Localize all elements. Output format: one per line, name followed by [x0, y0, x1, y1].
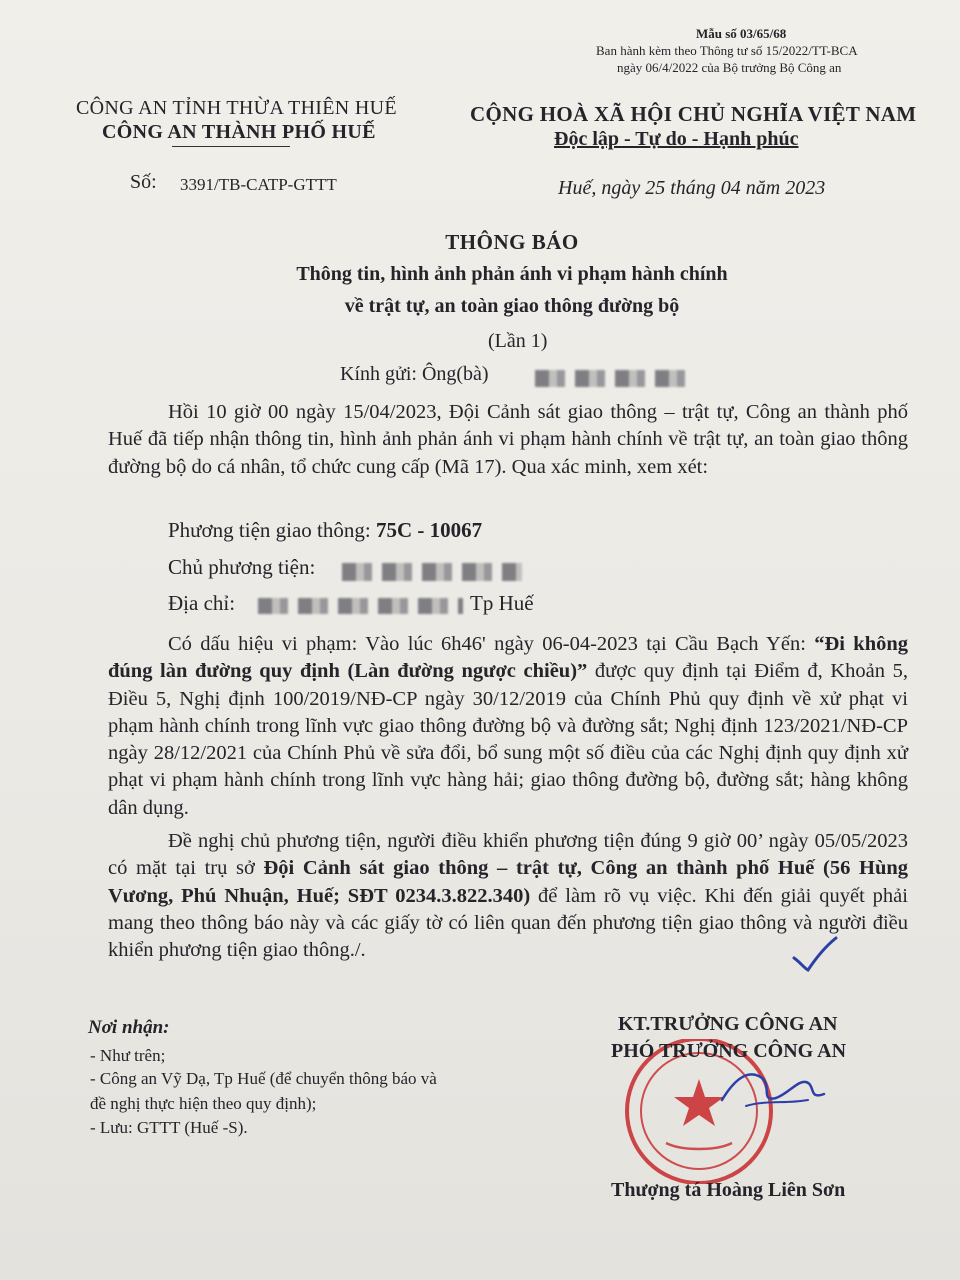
- paragraph-request: [108, 828, 908, 964]
- redacted-owner-name: [342, 563, 522, 581]
- recipients-title: Nơi nhận:: [88, 1017, 170, 1038]
- request-intro: Đề nghị chủ phương tiện, người điều khiển phương tiện đúng 9 giờ 00’ ngày 05/05/2023 có mặt tại trụ sở: [108, 830, 908, 880]
- violation-legal-basis: được quy định tại Điểm đ, Khoản 5, Điều 5, Nghị định 100/2019/NĐ-CP ngày 30/12/2019 của Chính Phủ quy định về xử phạt vi phạm hành chính trong lĩnh vực giao thông đường bộ và đường sắt; Nghị định 123/2021/NĐ-CP ngày 28/12/2021 của Chính Phủ về sửa đổi, bổ sung một số điều của các Nghị định quy định xử phạt vi phạm hành chính trong lĩnh vực hàng hải; giao thông đường bộ, đường sắt; hàng không dân dụng.: [108, 660, 908, 819]
- doc-number-label: Số:: [130, 171, 157, 193]
- addressee-label: Kính gửi: Ông(bà): [340, 363, 489, 385]
- paragraph-intake: Hồi 10 giờ 00 ngày 15/04/2023, Đội Cảnh sát giao thông – trật tự, Công an thành phố Huế đã tiếp nhận thông tin, hình ảnh phản ánh vi phạm hành chính về trật tự, an toàn giao thông đường bộ do cá nhân, tổ chức cung cấp (Mã 17). Qua xác minh, xem xét:: [108, 401, 908, 478]
- nation-title: CỘNG HOÀ XÃ HỘI CHỦ NGHĨA VIỆT NAM: [470, 102, 917, 126]
- agency-name: CÔNG AN THÀNH PHỐ HUẾ: [102, 121, 376, 143]
- redacted-address: [258, 598, 463, 614]
- handwritten-signature: [716, 1060, 836, 1120]
- recipient-item: - Lưu: GTTT (Huế -S).: [90, 1118, 248, 1137]
- address-city: Tp Huế: [470, 591, 534, 615]
- nation-motto: Độc lập - Tự do - Hạnh phúc: [554, 128, 799, 150]
- recipient-item: - Như trên;: [90, 1046, 166, 1065]
- recipient-item: - Công an Vỹ Dạ, Tp Huế (để chuyển thông báo và: [90, 1069, 437, 1088]
- agency-underline: [172, 146, 290, 147]
- request-instructions: để làm rõ vụ việc. Khi đến giải quyết phải mang theo thông báo này và các giấy tờ có liên quan đến phương tiện giao thông và người điều khiển phương tiện giao thông./.: [108, 884, 908, 962]
- violation-intro: Có dấu hiệu vi phạm: Vào lúc 6h46' ngày 06-04-2023 tại Cầu Bạch Yến:: [168, 633, 815, 655]
- request-office: Đội Cảnh sát giao thông – trật tự, Công an thành phố Huế (56 Hùng Vương, Phú Nhuận, Huế; SĐT 0234.3.822.340): [108, 857, 909, 907]
- vehicle-plate: 75C - 10067: [375, 518, 483, 542]
- vehicle-line: [168, 518, 482, 543]
- redacted-addressee-name: [535, 370, 687, 387]
- violation-type: “Đi không đúng làn đường quy định (Làn đường ngược chiều)”: [108, 633, 908, 683]
- notice-subtitle-1: Thông tin, hình ảnh phản ánh vi phạm hành chính: [296, 263, 728, 285]
- form-number: Mẫu số 03/65/68: [696, 26, 787, 41]
- signer-name: Thượng tá Hoàng Liên Sơn: [611, 1179, 846, 1201]
- recipient-item: đề nghị thực hiện theo quy định);: [90, 1094, 317, 1113]
- notice-title: THÔNG BÁO: [445, 230, 579, 254]
- form-issued-line-2: ngày 06/4/2022 của Bộ trưởng Bộ Công an: [617, 60, 842, 75]
- place-date: Huế, ngày 25 tháng 04 năm 2023: [558, 177, 826, 199]
- notice-times: (Lần 1): [488, 330, 548, 352]
- address-label: Địa chỉ:: [168, 591, 236, 615]
- owner-label: Chủ phương tiện:: [168, 555, 316, 579]
- agency-parent: CÔNG AN TỈNH THỪA THIÊN HUẾ: [76, 97, 397, 119]
- paragraph-violation: [108, 631, 908, 822]
- vehicle-label: Phương tiện giao thông:: [168, 518, 376, 542]
- form-issued-line-1: Ban hành kèm theo Thông tư số 15/2022/TT-BCA: [596, 43, 858, 58]
- signature-title-2: PHÓ TRƯỞNG CÔNG AN: [611, 1040, 847, 1062]
- notice-subtitle-2: về trật tự, an toàn giao thông đường bộ: [344, 295, 680, 317]
- pen-check-mark: [790, 932, 840, 974]
- signature-title-1: KT.TRƯỞNG CÔNG AN: [618, 1013, 838, 1035]
- doc-number: 3391/TB-CATP-GTTT: [180, 175, 337, 194]
